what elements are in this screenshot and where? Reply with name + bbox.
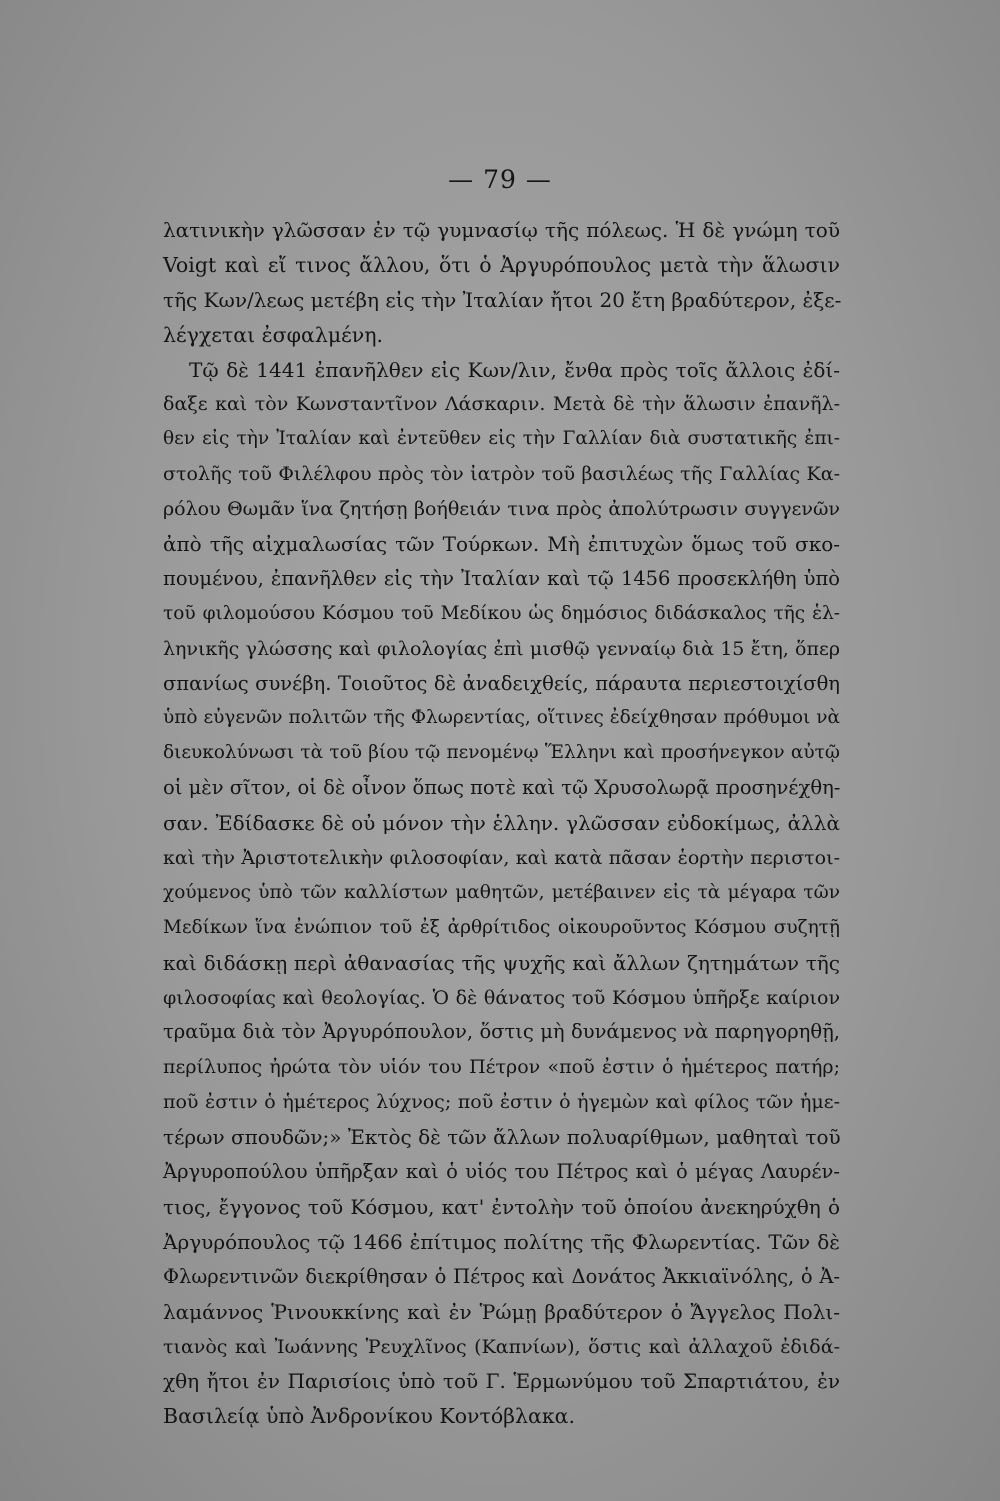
text-line: καὶ τὴν Ἀριστοτελικὴν φιλοσοφίαν, καὶ κατὰ πᾶσαν ἑορτὴν περιστοι- <box>163 847 840 870</box>
text-line: Ἀργυροπούλου ὑπῆρξαν καὶ ὁ υἱός του Πέτρος καὶ ὁ μέγας Λαυρέν- <box>163 1160 840 1184</box>
text-line: ὑπὸ εὐγενῶν πολιτῶν τῆς Φλωρεντίας, οἵτινες ἐδείχθησαν πρόθυμοι νὰ <box>163 707 840 729</box>
text-line: πουμένου, ἐπανῆλθεν εἰς τὴν Ἰταλίαν καὶ τῷ 1456 προσεκλήθη ὑπὸ <box>163 566 840 590</box>
text-line: οἱ μὲν σῖτον, οἱ δὲ οἶνον ὅπως ποτὲ καὶ τῷ Χρυσολωρᾷ προσηνέχθη- <box>163 776 841 800</box>
text-line: σαν. Ἐδίδασκε δὲ οὐ μόνον τὴν ἑλλην. γλῶσσαν εὐδοκίμως, ἀλλὰ <box>163 811 840 836</box>
text-line: ρόλου Θωμᾶν ἵνα ζητήσῃ βοήθειάν τινα πρὸς ἀπολύτρωσιν συγγενῶν <box>163 498 840 521</box>
text-line: τῆς Κων/λεως μετέβη εἰς τὴν Ἰταλίαν ἤτοι 20 ἔτη βραδύτερον, ἐξε- <box>163 287 842 312</box>
text-line: ἀπὸ τῆς αἰχμαλωσίας τῶν Τούρκων. Μὴ ἐπιτυχὼν ὅμως τοῦ σκο- <box>163 532 840 557</box>
text-line: Φλωρεντινῶν διεκρίθησαν ὁ Πέτρος καὶ Δονάτος Ἀκκιαϊνόλης, ὁ Ἀ- <box>163 1264 840 1288</box>
text-line: χθη ἤτοι ἐν Παρισίοις ὑπὸ τοῦ Γ. Ἑρμωνύμου τοῦ Σπαρτιάτου, ἐν <box>163 1369 840 1394</box>
text-line: Ἀργυρόπουλος τῷ 1466 ἐπίτιμος πολίτης τῆς Φλωρεντίας. Τῶν δὲ <box>163 1229 840 1254</box>
text-line: τιανὸς καὶ Ἰωάννης Ῥευχλῖνος (Καπνίων), ὅστις καὶ ἀλλαχοῦ ἐδιδά- <box>163 1335 840 1358</box>
text-line: λαμάννος Ῥινουκκίνης καὶ ἐν Ῥώμῃ βραδύτερον ὁ Ἄγγελος Πολι- <box>163 1299 840 1324</box>
text-line: ληνικῆς γλώσσης καὶ φιλολογίας ἐπὶ μισθῷ γενναίῳ διὰ 15 ἔτη, ὅπερ <box>163 637 840 660</box>
text-line: δαξε καὶ τὸν Κωνσταντῖνον Λάσκαριν. Μετὰ δὲ τὴν ἅλωσιν ἐπανῆλ- <box>163 393 840 416</box>
text-line: τραῦμα διὰ τὸν Ἀργυρόπουλον, ὅστις μὴ δυνάμενος νὰ παρηγορηθῇ, <box>163 1020 840 1044</box>
page-number: — 79 — <box>448 165 552 194</box>
text-line: Μεδίκων ἵνα ἐνώπιον τοῦ ἐξ ἀρθρίτιδος οἰκουροῦντος Κόσμου συζητῇ <box>163 916 840 938</box>
text-line: στολῆς τοῦ Φιλέλφου πρὸς τὸν ἰατρὸν τοῦ βασιλέως τῆς Γαλλίας Κα- <box>163 463 840 486</box>
text-line: τοῦ φιλομούσου Κόσμου τοῦ Μεδίκου ὡς δημόσιος διδάσκαλος τῆς ἑλ- <box>163 602 840 624</box>
text-line: καὶ διδάσκῃ περὶ ἀθανασίας τῆς ψυχῆς καὶ ἄλλων ζητημάτων τῆς <box>163 950 840 975</box>
text-line: τέρων σπουδῶν;» Ἐκτὸς δὲ τῶν ἄλλων πολυαρίθμων, μαθηταὶ τοῦ <box>163 1125 841 1150</box>
text-line: σπανίως συνέβη. Τοιοῦτος δὲ ἀναδειχθείς, πάραυτα περιεστοιχίσθη <box>163 671 840 695</box>
text-line: θεν εἰς τὴν Ἰταλίαν καὶ ἐντεῦθεν εἰς τὴν Γαλλίαν διὰ συστατικῆς ἐπι- <box>163 428 840 450</box>
text-line: ποῦ ἐστιν ὁ ἡμέτερος λύχνος; ποῦ ἐστιν ὁ ἡγεμὼν καὶ φίλος τῶν ἡμε- <box>163 1091 840 1114</box>
text-line: λατινικὴν γλῶσσαν ἐν τῷ γυμνασίῳ τῆς πόλεως. Ἡ δὲ γνώμη τοῦ <box>163 218 840 242</box>
text-line: Τῷ δὲ 1441 ἐπανῆλθεν εἰς Κων/λιν, ἔνθα πρὸς τοῖς ἄλλοις ἐδί- <box>189 357 840 382</box>
text-line: διευκολύνωσι τὰ τοῦ βίου τῷ πενομένῳ Ἕλληνι καὶ προσήνεγκον αὐτῷ <box>163 742 840 764</box>
text-line: χούμενος ὑπὸ τῶν καλλίστων μαθητῶν, μετέβαινεν εἰς τὰ μέγαρα τῶν <box>163 881 840 903</box>
text-line: λέγχεται ἐσφαλμένη. <box>163 322 384 347</box>
text-line: φιλοσοφίας καὶ θεολογίας. Ὁ δὲ θάνατος τοῦ Κόσμου ὑπῆρξε καίριον <box>163 986 840 1009</box>
text-body <box>163 213 840 1434</box>
text-line: Βασιλείᾳ ὑπὸ Ἀνδρονίκου Κοντόβλακα. <box>163 1404 576 1429</box>
text-line: τιος, ἔγγονος τοῦ Κόσμου, κατ' ἐντολὴν τοῦ ὁποίου ἀνεκηρύχθη ὁ <box>163 1194 840 1219</box>
text-line: Voigt καὶ εἴ τινος ἄλλου, ὅτι ὁ Ἀργυρόπουλος μετὰ τὴν ἅλωσιν <box>163 252 840 277</box>
text-line: περίλυπος ἠρώτα τὸν υἱόν του Πέτρον «ποῦ ἐστιν ὁ ἡμέτερος πατήρ; <box>163 1056 840 1079</box>
